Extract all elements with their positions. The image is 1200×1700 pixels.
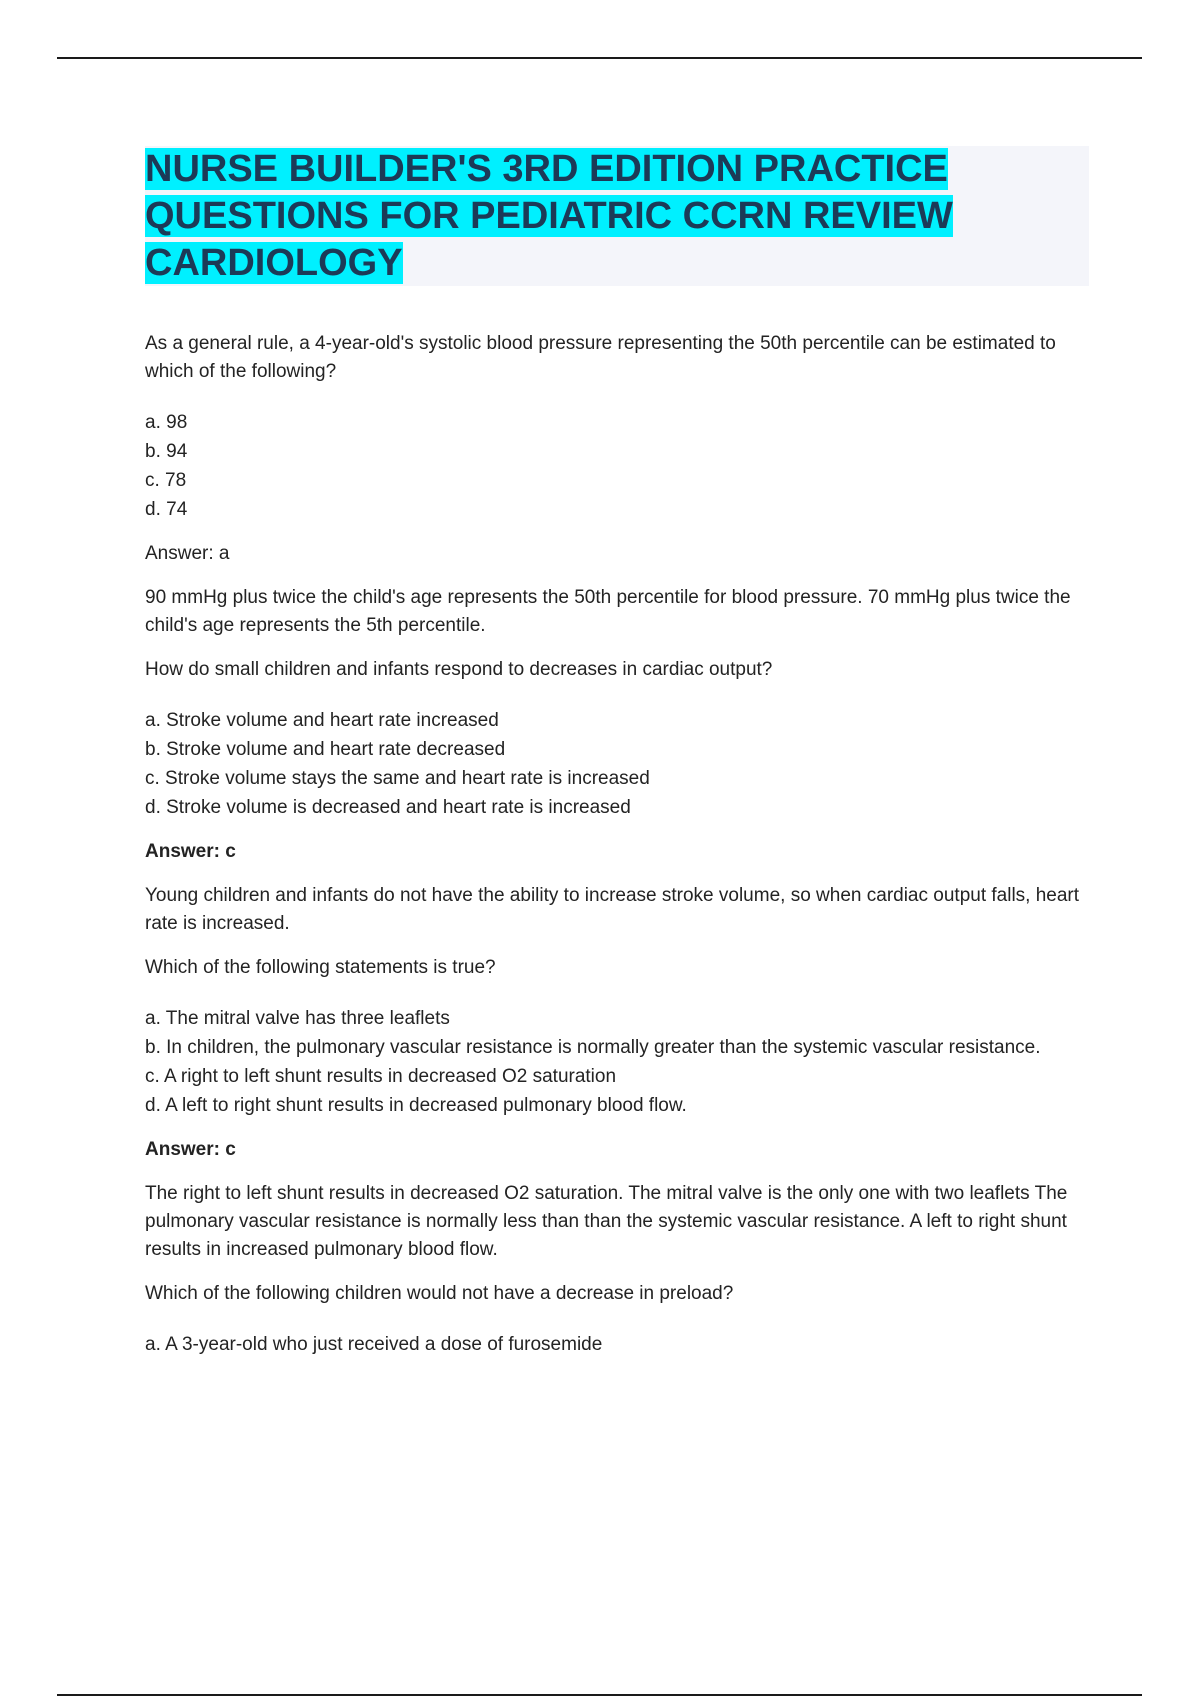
option: a. A 3-year-old who just received a dose of furosemide xyxy=(145,1334,603,1355)
option: c. A right to left shunt results in decreased O2 saturation xyxy=(145,1066,617,1087)
footer-rule xyxy=(57,1694,1142,1696)
explanation-2: Young children and infants do not have the ability to increase stroke volume, so when cardiac output falls, heart rate is increased. xyxy=(145,885,1080,934)
option: d. Stroke volume is decreased and heart rate is increased xyxy=(145,797,631,818)
title-box xyxy=(145,146,1089,286)
options-3 xyxy=(145,1004,1080,1120)
document-body xyxy=(145,330,1080,1375)
option: b. Stroke volume and heart rate decreased xyxy=(145,739,506,760)
option: b. In children, the pulmonary vascular resistance is normally greater than the systemic vascular resistance. xyxy=(145,1037,1041,1058)
question-3: Which of the following statements is true? xyxy=(145,957,496,978)
option: d. A left to right shunt results in decreased pulmonary blood flow. xyxy=(145,1095,687,1116)
question-1: As a general rule, a 4-year-old's systolic blood pressure representing the 50th percentile can be estimated to which of the following? xyxy=(145,333,1056,382)
option: a. The mitral valve has three leaflets xyxy=(145,1008,450,1029)
header-rule xyxy=(57,57,1142,59)
answer-2: Answer: c xyxy=(145,841,236,862)
options-2 xyxy=(145,706,1080,822)
options-4 xyxy=(145,1330,1080,1359)
explanation-3: The right to left shunt results in decreased O2 saturation. The mitral valve is the only one with two leaflets The pulmonary vascular resistance is normally less than than the systemic vascular resistance. A left to right shunt results in increased pulmonary blood flow. xyxy=(145,1183,1068,1260)
options-1 xyxy=(145,408,1080,524)
option: c. 78 xyxy=(145,470,187,491)
option: d. 74 xyxy=(145,499,188,520)
question-4: Which of the following children would not have a decrease in preload? xyxy=(145,1283,734,1304)
option: c. Stroke volume stays the same and heart rate is increased xyxy=(145,768,650,789)
answer-1: Answer: a xyxy=(145,543,230,564)
option: b. 94 xyxy=(145,441,188,462)
question-2: How do small children and infants respond to decreases in cardiac output? xyxy=(145,659,773,680)
title-line-3: CARDIOLOGY xyxy=(145,242,403,284)
answer-3: Answer: c xyxy=(145,1139,236,1160)
explanation-1: 90 mmHg plus twice the child's age represents the 50th percentile for blood pressure. 70 mmHg plus twice the child's age represents the 5th percentile. xyxy=(145,587,1071,636)
page-title xyxy=(145,146,1089,287)
title-line-2: QUESTIONS FOR PEDIATRIC CCRN REVIEW xyxy=(145,195,953,237)
option: a. Stroke volume and heart rate increased xyxy=(145,710,499,731)
option: a. 98 xyxy=(145,412,188,433)
title-line-1: NURSE BUILDER'S 3RD EDITION PRACTICE xyxy=(145,148,948,190)
